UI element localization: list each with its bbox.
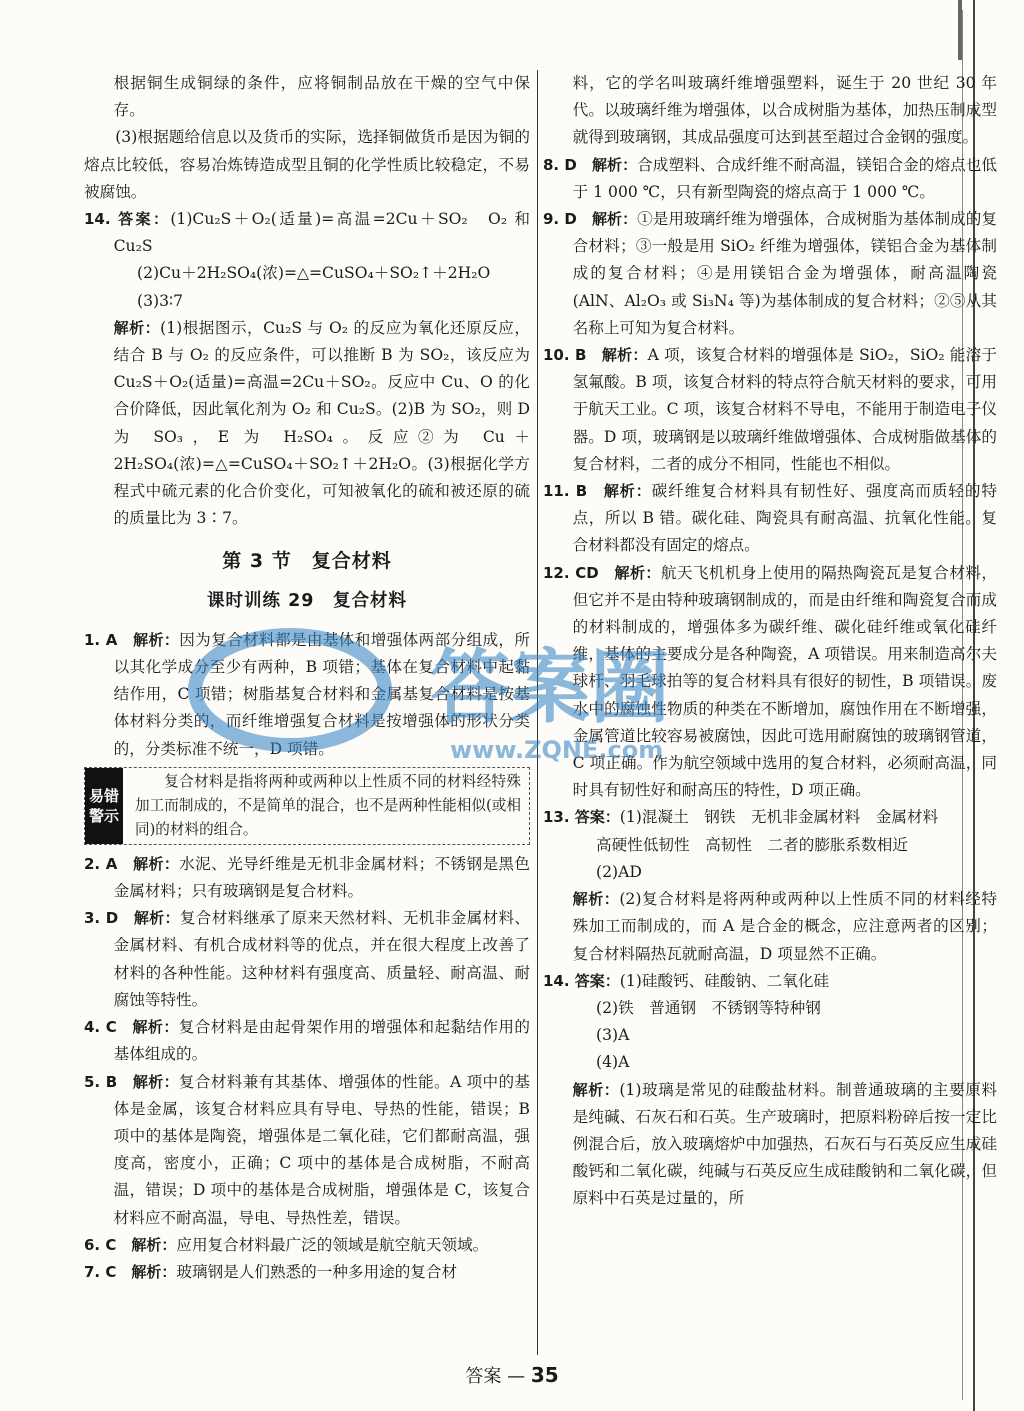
right-paragraph [543, 859, 997, 886]
item-text: 因为复合材料都是由基体和增强体两部分组成，所以其化学成分至少有两种，B 项错；基体在复合材料中起黏结作用，C 项错；树脂基复合材料和金属基复合材料是按基体材料分类的，而纤维增强复合材料是按增强体的形状分类的，分类标准不统一，D 项错。 [113, 630, 530, 758]
badge-bottom: 警示 [88, 806, 119, 825]
item-text: 水泥、光导纤维是无机非金属材料；不锈钢是黑色金属材料；只有玻璃钢是复合材料。 [113, 854, 530, 901]
lesson-title: 课时训练 29 复合材料 [207, 590, 407, 611]
item-text: (1)玻璃是常见的硅酸盐材料。制普通玻璃的主要原料是纯碱、石灰石和石英。生产玻璃时，把原料粉碎后按一定比例混合后，放入玻璃熔炉中加强热，石灰石与石英反应生成硅酸钙和二氧化碳，纯碱与石英反应生成硅酸钠和二氧化碳，但原料中石英是过量的，所 [572, 1080, 997, 1208]
answer-item [84, 1014, 530, 1068]
item-text: 料，它的学名叫玻璃纤维增强塑料，诞生于 20 世纪 30 年代。以玻璃纤维为增强体，以合成树脂为基体，加热压制成型就得到玻璃钢，其成品强度可达到甚至超过合金钢的强度。 [572, 74, 997, 147]
item-text: (2)复合材料是将两种或两种以上性质不同的材料经特殊加工而制成的，而 A 是合金的概念，应注意两者的区别；复合材料隔热瓦就耐高温，D 项显然不正确。 [572, 890, 997, 963]
watermark-text: 答案圈 [430, 641, 670, 734]
item-text: 碳纤维复合材料具有韧性好、强度高而质轻的特点，所以 B 错。碳化硅、陶瓷具有耐高温、抗氧化性能。复合材料都没有固定的熔点。 [572, 482, 997, 555]
item-label: 14. 答案： [84, 210, 171, 229]
left-paragraph [84, 206, 530, 260]
item-label: 解析： [113, 318, 161, 337]
analysis-label: 解析： [116, 1262, 177, 1281]
answer-item [84, 1259, 530, 1286]
item-label: 解析： [572, 890, 620, 909]
item-text: 复合材料继承了原来天然材料、无机非金属材料、金属材料、有机合成材料等的优点，并在很大程度上改善了材料的各种性能。这种材料有强度高、质量轻、耐高温、耐腐蚀等特性。 [113, 909, 530, 1009]
badge-top: 易错 [88, 786, 119, 805]
item-text: 合成塑料、合成纤维不耐高温，镁铝合金的熔点也低于 1 000 ℃，只有新型陶瓷的熔点高于 1 000 ℃。 [572, 155, 997, 201]
right-paragraph [543, 1077, 997, 1213]
item-text: (1)Cu₂S＋O₂(适量)=高温=2Cu＋SO₂ O₂ 和 Cu₂S [113, 210, 530, 256]
answer-item [84, 851, 530, 905]
item-label: 解析： [572, 1080, 620, 1099]
item-text: A 项，该复合材料的增强体是 SiO₂，SiO₂ 能溶于氢氟酸。B 项，该复合材料的特点符合航天材料的要求，可用于航天工业。C 项，该复合材料不导电，不能用于制造电子仪器。D 项，玻璃钢是以玻璃纤维做增强体、合成树脂做基体的复合材料，二者的成分不相同，性能也不相似。 [572, 346, 998, 473]
item-label: 10. B [543, 346, 587, 365]
right-paragraph [543, 152, 997, 206]
analysis-label: 解析： [586, 346, 648, 365]
item-label: 9. D [543, 210, 577, 229]
right-paragraph [543, 886, 997, 968]
section-title: 第 3 节 复合材料 [222, 550, 392, 573]
column-divider [537, 70, 538, 1355]
analysis-label: 解析： [598, 563, 661, 582]
item-text: (1)混凝土 钢铁 无机非金属材料 金属材料 [619, 808, 939, 827]
left-paragraph [84, 260, 530, 287]
item-label: 8. D [543, 155, 577, 174]
right-column [543, 70, 997, 1213]
answer-item [84, 627, 530, 763]
left-column [84, 70, 530, 1286]
item-label: 2. A [84, 854, 118, 873]
item-text: (2)Cu＋2H₂SO₄(浓)=△=CuSO₄＋SO₂↑＋2H₂O [137, 264, 491, 283]
item-text: 航天飞机机身上使用的隔热陶瓷瓦是复合材料，但它并不是由特种玻璃钢制成的，而是由纤维和陶瓷复合而成的材料制成的，增强体多为碳纤维、碳化硅纤维或氧化硅纤维，基体的主要成分是各种陶瓷，A 项错误。用来制造高尔夫球杆、羽毛球拍等的复合材料具有很好的韧性，B 项错误。废水中的腐蚀性物质的种类在不断增加，腐蚀作用在不断增强，金属管道比较容易被腐蚀，因此可选用耐腐蚀的玻璃钢管道，C 项正确。作为航空领域中选用的复合材料，必须耐高温，同时具有韧性好和耐高压的特性，D 项正确。 [572, 563, 997, 800]
right-paragraph [543, 832, 997, 859]
item-text: (3)根据题给信息以及货币的实际，选择铜做货币是因为铜的熔点比较低，容易冶炼铸造成型且铜的化学性质比较稳定，不易被腐蚀。 [84, 128, 530, 201]
analysis-label: 解析： [576, 210, 638, 229]
warning-badge [85, 768, 123, 844]
item-label: 6. C [84, 1235, 117, 1254]
item-label: 7. C [84, 1262, 117, 1281]
item-text: 复合材料兼有其基体、增强体的性能。A 项中的基体是金属，该复合材料应具有导电、导热的性能，错误；B 项中的基体是陶瓷，增强体是二氧化硅，它们都耐高温，强度高，密度小，正确；C 项中的基体是合成树脂，不耐高温，错误；D 项中的基体是合成树脂，增强体是 C，该复合材料应不耐高温，导电、导热性差，错误。 [113, 1072, 530, 1227]
item-text: 玻璃钢是人们熟悉的一种多用途的复合材 [176, 1262, 458, 1281]
item-label: 5. B [84, 1072, 118, 1091]
item-text: (2)AD [596, 862, 642, 881]
analysis-label: 解析： [116, 1018, 179, 1037]
right-paragraph [543, 804, 997, 831]
item-label: 12. CD [543, 563, 599, 582]
analysis-label: 解析： [117, 1072, 179, 1091]
item-text: (1)硅酸钙、硅酸钠、二氧化硅 [619, 971, 830, 990]
analysis-label: 解析： [116, 1235, 177, 1254]
item-label: 13. 答案： [543, 808, 620, 827]
item-text: ①是用玻璃纤维为增强体，合成树脂为基体制成的复合材料；③一般是用 SiO₂ 纤维为增强体，镁铝合金为基体制成的复合材料；④是用镁铝合金为增强体，耐高温陶瓷(AlN、Al₂O₃ 或 Si₃N₄ 等)为基体制成的复合材料；②⑤从其名称上可知为复合材料。 [572, 210, 997, 337]
item-text: (1)根据图示，Cu₂S 与 O₂ 的反应为氧化还原反应，结合 B 与 O₂ 的反应条件，可以推断 B 为 SO₂，该反应为 Cu₂S＋O₂(适量)=高温=2Cu＋SO₂。反应中 Cu、O 的化合价降低，因此氧化剂为 O₂ 和 Cu₂S。(2)B 为 SO₂，则 D 为 SO₃，E 为 H₂SO₄。反应②为 Cu＋2H₂SO₄(浓)=△=CuSO₄＋SO₂↑＋2H₂O。(3)根据化学方程式中硫元素的化合价变化，可知被氧化的硫和被还原的硫的质量比为 3∶7。 [113, 318, 530, 528]
left-paragraph [84, 315, 530, 533]
footer-dash: — [507, 1366, 526, 1387]
analysis-label: 解析： [117, 630, 180, 649]
item-text: (3)3∶7 [137, 291, 184, 310]
page-footer [0, 1362, 1024, 1388]
item-label: 3. D [84, 909, 119, 928]
analysis-label: 解析： [576, 155, 638, 174]
item-label: 1. A [84, 630, 118, 649]
note-text: 复合材料是指将两种或两种以上性质不同的材料经特殊加工而制成的，不是简单的混合，也不是两种性能相似(或相同)的材料的组合。 [135, 772, 521, 838]
item-label: 11. B [543, 482, 588, 501]
item-text: (2)铁 普通钢 不锈钢等特种钢 [596, 998, 821, 1017]
answer-item [84, 905, 530, 1014]
item-text: 根据铜生成铜绿的条件，应将铜制品放在干燥的空气中保存。 [113, 74, 530, 120]
answer-item [84, 1232, 530, 1259]
item-text: 高硬性低韧性 高韧性 二者的膨胀系数相近 [596, 835, 908, 854]
right-paragraph [543, 1049, 997, 1076]
analysis-label: 解析： [118, 909, 180, 928]
item-label: 4. C [84, 1018, 117, 1037]
item-text: (4)A [596, 1053, 630, 1072]
item-text: 复合材料是由起骨架作用的增强体和起黏结作用的基体组成的。 [113, 1018, 530, 1064]
analysis-label: 解析： [117, 854, 180, 873]
right-paragraph [543, 560, 997, 805]
left-paragraph [84, 124, 530, 206]
footer-label: 答案 [465, 1366, 502, 1387]
item-label: 14. 答案： [543, 971, 620, 990]
watermark-url: www.ZQNE.com [450, 736, 664, 764]
right-paragraph [543, 342, 997, 478]
item-text: 应用复合材料最广泛的领域是航空航天领域。 [176, 1235, 489, 1254]
right-paragraph [543, 70, 997, 152]
analysis-label: 解析： [587, 482, 652, 501]
right-paragraph [543, 1022, 997, 1049]
right-paragraph [543, 206, 997, 342]
page-number: 35 [530, 1363, 559, 1387]
item-text: (3)A [596, 1026, 630, 1045]
left-paragraph [84, 288, 530, 315]
answer-item [84, 1069, 530, 1232]
right-paragraph [543, 968, 997, 995]
right-paragraph [543, 995, 997, 1022]
error-warning-note [84, 767, 530, 845]
right-paragraph [543, 478, 997, 560]
left-paragraph [84, 70, 530, 124]
